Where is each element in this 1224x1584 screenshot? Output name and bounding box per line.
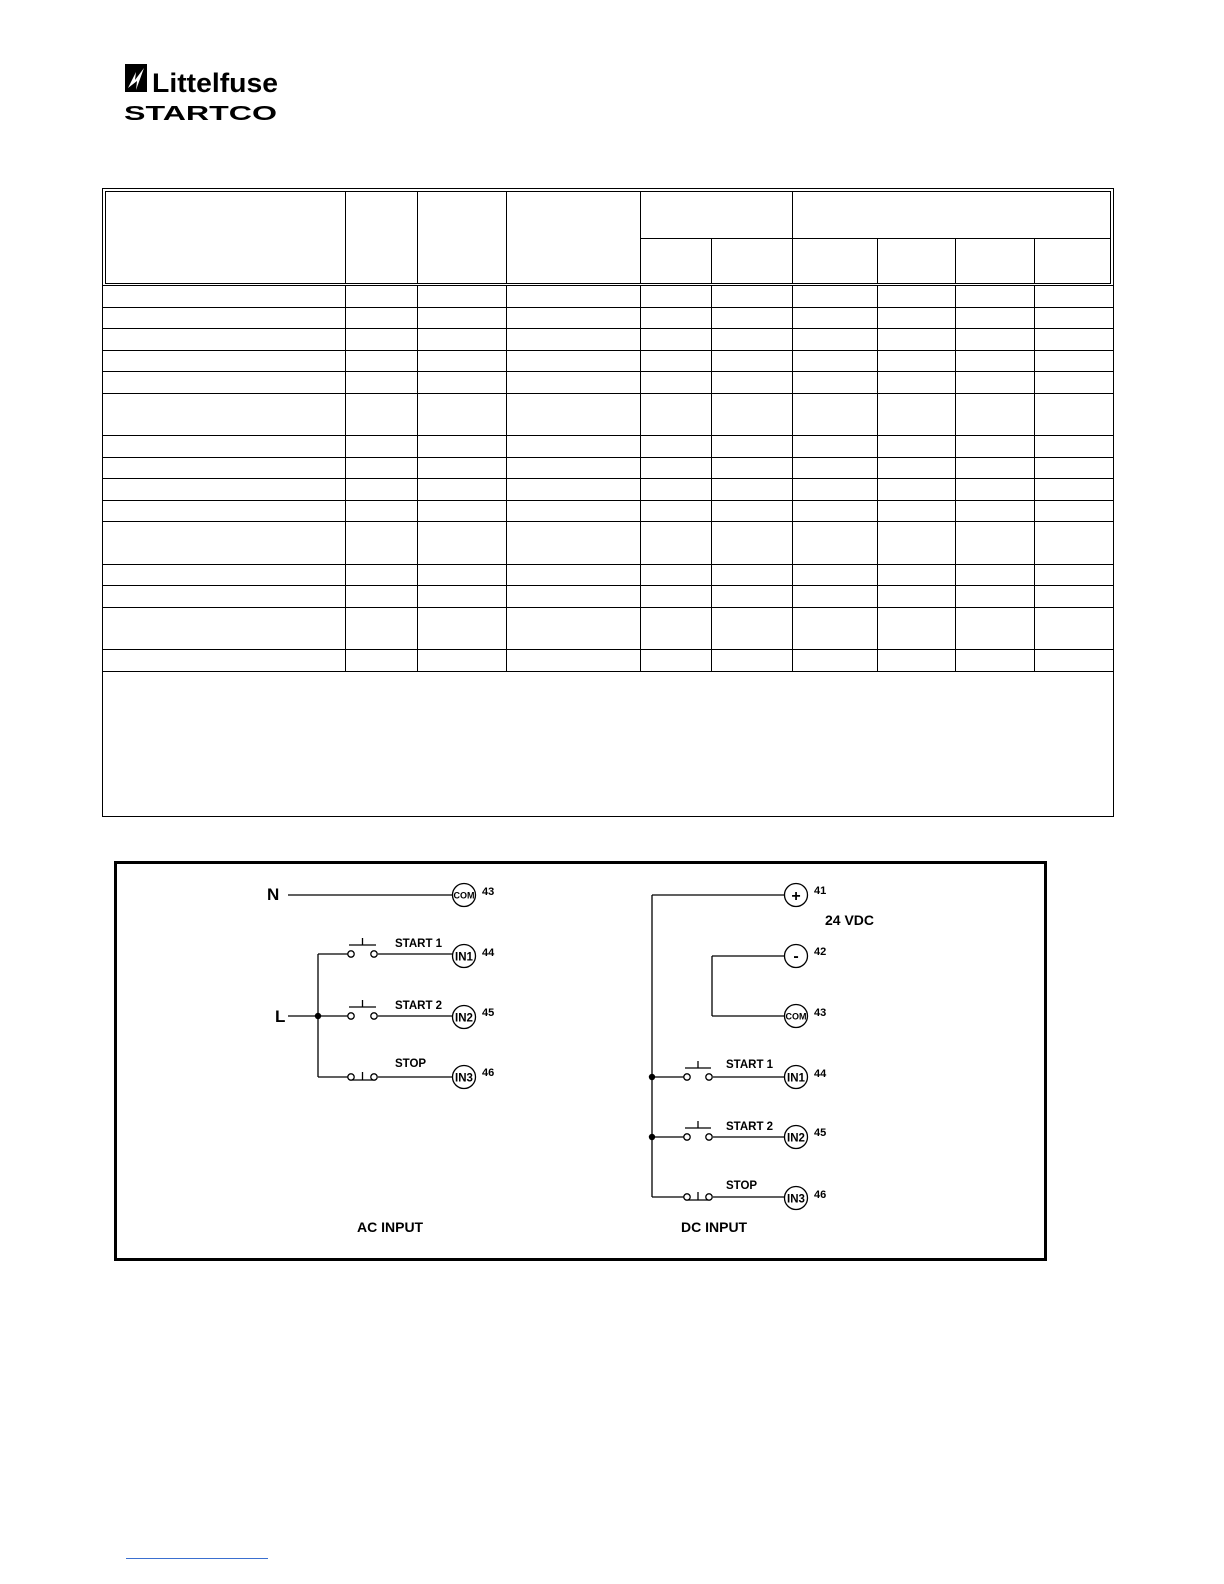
dc-in2-terminal-number: 45 <box>814 1127 827 1139</box>
ac-in1-terminal-number: 44 <box>482 947 495 959</box>
ac-neutral-label: N <box>267 885 280 904</box>
dc-com-terminal <box>785 1005 827 1028</box>
table-body-rows <box>102 308 1114 672</box>
dc-input-caption: DC INPUT <box>681 1219 748 1235</box>
table-body-border <box>103 286 1114 817</box>
ac-line-label: L <box>275 1007 286 1026</box>
dc-minus-terminal-number: 42 <box>814 946 827 958</box>
littelfuse-mark-icon <box>125 64 147 92</box>
ac-in3-terminal-label: IN3 <box>455 1072 473 1085</box>
ac-in3-terminal <box>395 1058 494 1089</box>
dc-in3-terminal-number: 46 <box>814 1189 827 1201</box>
dc-input-section <box>652 895 784 1200</box>
table-header-inner-border <box>106 192 1111 284</box>
dc-stop-label: STOP <box>726 1180 758 1192</box>
ac-com-terminal-number: 43 <box>482 886 495 898</box>
dc-junction-dot-2 <box>649 1134 655 1140</box>
ac-input-caption: AC INPUT <box>357 1219 424 1235</box>
ac-junction-dot <box>315 1013 321 1019</box>
littelfuse-startco-logo <box>122 62 282 124</box>
spec-table <box>102 188 1114 817</box>
table-header-dividers <box>346 191 1112 284</box>
dc-plus-terminal-label: + <box>791 888 801 905</box>
ac-start2-label: START 2 <box>395 1000 443 1012</box>
table-header-outer-border <box>103 189 1114 286</box>
brand-name: Littelfuse <box>152 68 278 98</box>
dc-in1-terminal-number: 44 <box>814 1068 827 1080</box>
footer-link-underline[interactable] <box>126 1558 268 1559</box>
brand-sub: STARTCO <box>124 103 277 124</box>
diagram-frame <box>116 863 1046 1260</box>
dc-plus-terminal-number: 41 <box>814 885 827 897</box>
dc-in3-terminal-label: IN3 <box>787 1193 805 1206</box>
ac-com-terminal <box>453 884 495 907</box>
ac-in3-terminal-number: 46 <box>482 1067 495 1079</box>
ac-in2-terminal-label: IN2 <box>455 1012 473 1025</box>
ac-com-terminal-label: COM <box>453 890 475 901</box>
ac-in2-terminal-number: 45 <box>482 1007 495 1019</box>
dc-in3-terminal <box>726 1180 826 1210</box>
dc-in2-terminal <box>726 1121 826 1149</box>
dc-in1-terminal <box>726 1059 827 1089</box>
ac-in1-terminal <box>395 938 495 968</box>
dc-in2-terminal-label: IN2 <box>787 1132 805 1145</box>
ac-in1-terminal-label: IN1 <box>455 951 473 964</box>
dc-minus-terminal <box>785 945 827 968</box>
dc-junction-dot-1 <box>649 1074 655 1080</box>
dc-com-terminal-label: COM <box>785 1011 807 1022</box>
dc-in1-terminal-label: IN1 <box>787 1072 805 1085</box>
dc-start1-label: START 1 <box>726 1059 774 1071</box>
dc-start2-label: START 2 <box>726 1121 774 1133</box>
dc-com-terminal-number: 43 <box>814 1007 827 1019</box>
ac-in2-terminal <box>395 1000 494 1029</box>
ac-input-section <box>288 895 453 1080</box>
dc-minus-terminal-label: - <box>793 948 799 965</box>
wiring-diagram <box>114 861 1047 1261</box>
dc-supply-label: 24 VDC <box>825 912 875 928</box>
ac-stop-label: STOP <box>395 1058 427 1070</box>
ac-start1-label: START 1 <box>395 938 443 950</box>
dc-plus-terminal <box>785 884 827 907</box>
